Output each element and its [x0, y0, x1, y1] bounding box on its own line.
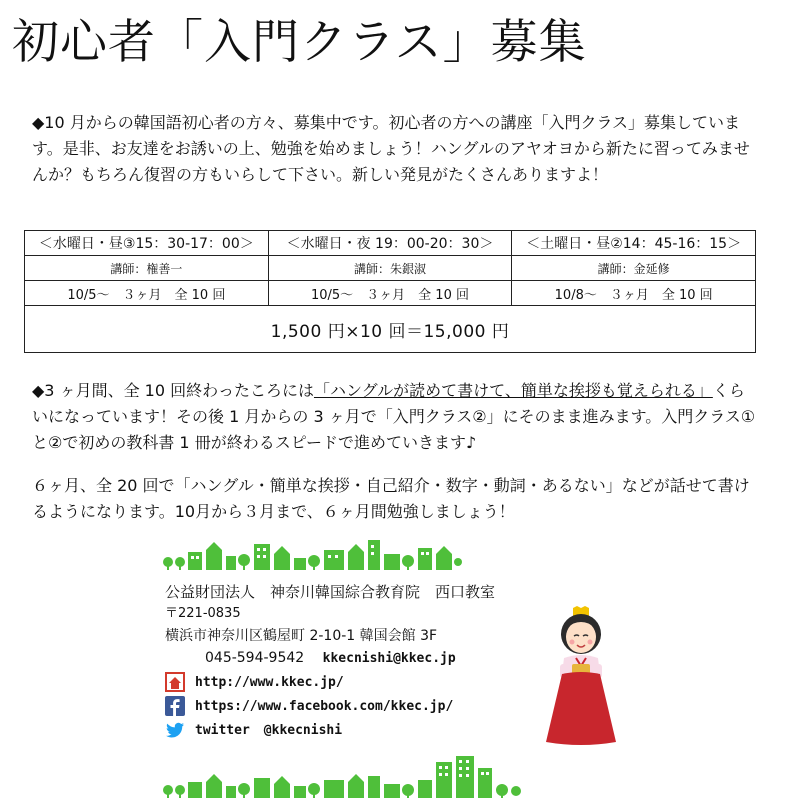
table-row — [25, 231, 756, 256]
progress-highlight: 「ハングルが読めて書けて、簡単な挨拶も覚えられる」 — [313, 381, 713, 400]
twitter-label: twitter — [195, 722, 250, 738]
price-cell: 1,500 円×10 回＝15,000 円 — [25, 306, 756, 353]
teacher-cell: 講師：金延修 — [512, 256, 756, 281]
facebook-icon — [165, 696, 185, 716]
address: 横浜市神奈川区鶴屋町 2-10-1 韓国会館 3F — [165, 628, 438, 644]
postal-code: 〒221-0835 — [165, 606, 241, 621]
phone-number: 045-594-9542 — [205, 650, 305, 666]
twitter-handle[interactable]: @kkecnishi — [263, 722, 343, 738]
home-icon — [165, 672, 185, 692]
facebook-row — [165, 694, 545, 718]
table-row — [25, 306, 756, 353]
twitter-row — [165, 718, 545, 742]
schedule-table — [24, 230, 756, 353]
class-time-header: ＜土曜日・昼②14：45-16：15＞ — [512, 231, 756, 256]
website-link[interactable]: http://www.kkec.jp/ — [195, 674, 344, 690]
town-illustration — [162, 754, 522, 798]
contact-block — [165, 581, 545, 742]
class-time-header: ＜水曜日・夜 19：00-20：30＞ — [268, 231, 512, 256]
period-cell: 10/5～ ３ヶ月 全 10 回 — [25, 281, 269, 306]
summary-paragraph: ６ヶ月、全 20 回で「ハングル・簡単な挨拶・自己紹介・数字・動詞・あるない」などが話せて書けるようになります。10月から３月まで、６ヶ月間勉強しましょう！ — [32, 476, 750, 521]
table-row — [25, 256, 756, 281]
table-row — [25, 281, 756, 306]
email-address[interactable]: kkecnishi@kkec.jp — [322, 651, 456, 666]
period-cell: 10/5～ ３ヶ月 全 10 回 — [268, 281, 512, 306]
class-time-header: ＜水曜日・昼③15：30-17：00＞ — [25, 231, 269, 256]
hanbok-girl-illustration — [536, 606, 626, 746]
organization-name: 公益財団法人 神奈川韓国綜合教育院 西口教室 — [165, 583, 496, 601]
progress-lead: ◆3 ヶ月間、全 10 回終わったころには — [32, 381, 314, 400]
twitter-bird-icon — [165, 720, 185, 740]
progress-rest: くらいになっています！その後 1 月からの 3 ヶ月で「入門クラス②」にそのまま進みます。入門クラス①と②で初めの教科書 1 冊が終わるスピードで進めていきます♪ — [32, 381, 756, 452]
page-title: 初心者「入門クラス」募集 — [12, 15, 587, 70]
intro-paragraph: ◆10 月からの韓国語初心者の方々、募集中です。初心者の方への講座「入門クラス」募集しています。是非、お友達をお誘いの上、勉強を始めましょう！ハングルのアヤオヨから新たに習ってみませんか？もちろん復習の方もいらして下さい。新しい発見がたくさんありますよ！ — [32, 113, 750, 184]
teacher-cell: 講師：朱銀淑 — [268, 256, 512, 281]
town-illustration — [162, 534, 462, 570]
teacher-cell: 講師：権善一 — [25, 256, 269, 281]
website-row — [165, 670, 545, 694]
facebook-link[interactable]: https://www.facebook.com/kkec.jp/ — [195, 698, 454, 714]
phone-email-row — [205, 647, 545, 670]
progress-paragraph — [32, 378, 757, 456]
period-cell: 10/8～ ３ヶ月 全 10 回 — [512, 281, 756, 306]
